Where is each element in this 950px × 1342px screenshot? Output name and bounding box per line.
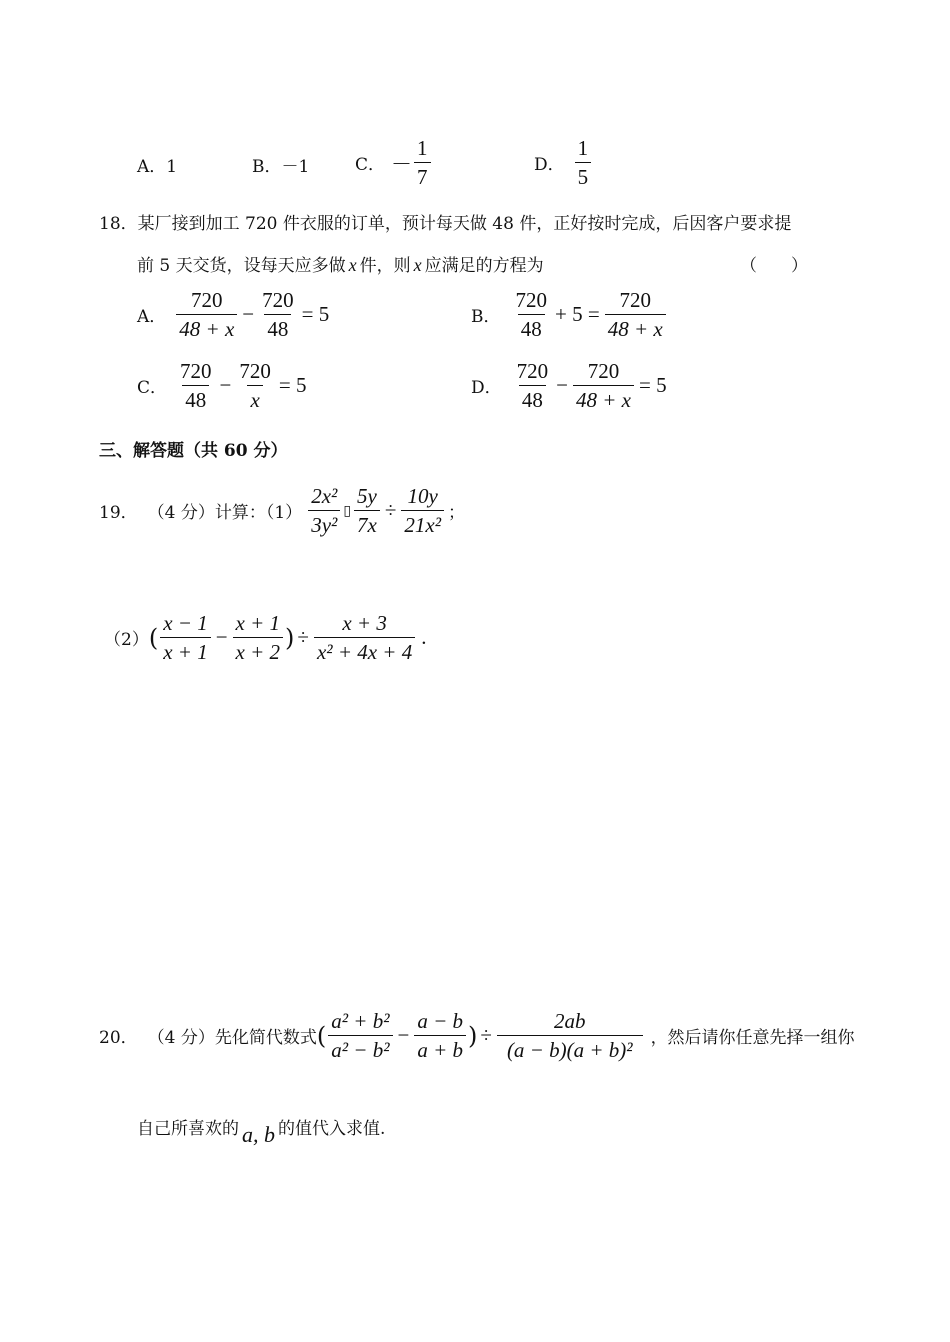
- fraction: [236, 359, 274, 412]
- equation-rhs: = 5: [278, 373, 307, 398]
- right-paren: ): [285, 623, 295, 652]
- q17-option-b: [252, 152, 309, 177]
- numerator: a − b: [417, 1009, 464, 1033]
- stem-text: 的值代入求值.: [278, 1119, 386, 1139]
- variable-x: x: [348, 255, 357, 275]
- numerator: 1: [417, 136, 428, 160]
- q20-line1: [99, 1009, 855, 1062]
- denominator: 48 + x: [573, 385, 634, 412]
- option-label: C．: [355, 155, 386, 176]
- q18-stem-line2: [137, 251, 544, 276]
- stem-text: 自己所喜欢的: [137, 1119, 239, 1139]
- denominator: 21x²: [401, 510, 444, 537]
- denominator: x + 1: [160, 637, 211, 664]
- q17-option-d: [534, 136, 593, 189]
- numerator: x + 1: [235, 611, 281, 635]
- fraction: [605, 288, 666, 341]
- question-prefix: （4 分）先化简代数式: [147, 1028, 317, 1049]
- numerator: 720: [516, 359, 549, 383]
- q18-option-d: [471, 359, 670, 412]
- q18-option-c: [137, 359, 309, 412]
- fraction: [354, 484, 380, 537]
- denominator: x² + 4x + 4: [314, 637, 415, 664]
- fraction: [160, 611, 211, 664]
- stem-text: 应满足的方程为: [424, 256, 544, 276]
- variable-x: x: [413, 255, 422, 275]
- numerator: 720: [239, 359, 271, 383]
- variables-ab: a, b: [242, 1122, 275, 1147]
- question-number: 20．: [99, 1028, 138, 1049]
- denominator: 48: [182, 385, 209, 412]
- option-label: B．: [471, 307, 501, 328]
- section-heading: 三、解答题（共 60 分）: [99, 441, 288, 461]
- denominator: 48: [518, 314, 545, 341]
- q17-option-c: [355, 136, 433, 189]
- part-label: （2）: [104, 630, 149, 651]
- denominator: x: [247, 385, 262, 412]
- stem-text: 前 5 天交货，设每天应多做: [137, 256, 346, 276]
- fraction: [514, 359, 552, 412]
- fraction: [401, 484, 444, 537]
- stem-text: 某厂接到加工 720 件衣服的订单，预计每天做 48 件，正好按时完成，后因客户要求提: [137, 214, 792, 234]
- fraction: [328, 1009, 392, 1062]
- denominator: 5: [575, 162, 592, 189]
- denominator: 48 + x: [605, 314, 666, 341]
- numerator: 720: [191, 288, 223, 312]
- operator: −: [556, 373, 568, 398]
- fraction: [308, 484, 340, 537]
- fraction: [513, 288, 551, 341]
- left-paren: (: [316, 1021, 327, 1050]
- question-number: 19．: [99, 503, 138, 524]
- fraction: [259, 288, 297, 341]
- fraction: [176, 288, 237, 341]
- fraction: [233, 611, 284, 664]
- q19-part2: [104, 611, 426, 664]
- denominator: 48: [264, 314, 291, 341]
- question-prefix: （4 分）计算：（1）: [147, 503, 303, 524]
- numerator: 10y: [407, 484, 438, 508]
- numerator: 720: [587, 359, 620, 383]
- numerator: 720: [180, 359, 212, 383]
- fraction: [573, 359, 634, 412]
- option-label: B．: [252, 157, 282, 177]
- punctuation: .: [421, 625, 427, 650]
- option-label: A．: [137, 157, 167, 177]
- denominator: 48: [519, 385, 546, 412]
- fraction: [497, 1009, 643, 1062]
- missing-glyph: ▯: [343, 502, 352, 519]
- option-label: D．: [534, 155, 565, 176]
- fraction: [314, 611, 415, 664]
- divide-sign: ÷: [297, 625, 309, 650]
- numerator: 720: [619, 288, 651, 312]
- q17-option-a: [137, 152, 177, 177]
- numerator: 2ab: [554, 1009, 586, 1033]
- fraction: [414, 1009, 466, 1062]
- option-label: C．: [137, 378, 168, 399]
- numerator: 2x²: [311, 484, 338, 508]
- fraction: [177, 359, 215, 412]
- option-label: A．: [137, 307, 167, 328]
- minus-sign: －: [391, 151, 413, 176]
- question-number: 18．: [99, 214, 138, 234]
- stem-text: 件，则: [359, 256, 411, 276]
- q18-stem-line1: [99, 209, 791, 234]
- q19-part1: [99, 484, 465, 537]
- left-paren: (: [148, 623, 159, 652]
- denominator: 48 + x: [176, 314, 237, 341]
- denominator: 7: [414, 162, 431, 189]
- divide-sign: ÷: [480, 1023, 492, 1048]
- denominator: 3y²: [308, 510, 340, 537]
- numerator: a² + b²: [331, 1009, 390, 1033]
- denominator: x + 2: [233, 637, 284, 664]
- punctuation: ；: [448, 503, 466, 524]
- numerator: 1: [577, 136, 589, 160]
- numerator: 5y: [357, 484, 377, 508]
- option-label: D．: [471, 378, 502, 399]
- operator: + 5 =: [555, 302, 600, 327]
- denominator: a + b: [414, 1035, 466, 1062]
- question-suffix: ，然后请你任意先择一组你: [650, 1028, 855, 1049]
- numerator: x − 1: [163, 611, 208, 635]
- fraction: [575, 136, 592, 189]
- numerator: 720: [515, 288, 547, 312]
- operator: −: [397, 1023, 410, 1048]
- equation-rhs: = 5: [301, 302, 330, 327]
- option-value: －1: [281, 157, 310, 177]
- answer-blank: （ ）: [740, 256, 808, 276]
- equation-rhs: = 5: [638, 373, 667, 398]
- numerator: x + 3: [342, 611, 387, 635]
- q18-option-b: [471, 288, 668, 341]
- option-value: 1: [166, 157, 178, 177]
- operator: −: [242, 302, 255, 327]
- operator: −: [219, 373, 232, 398]
- denominator: 7x: [354, 510, 380, 537]
- numerator: 720: [262, 288, 294, 312]
- divide-sign: ÷: [384, 498, 397, 523]
- q18-option-a: [137, 288, 332, 341]
- denominator: a² − b²: [328, 1035, 392, 1062]
- denominator: (a − b)(a + b)²: [497, 1035, 643, 1062]
- q20-line2: [137, 1114, 385, 1148]
- fraction: [414, 136, 431, 189]
- operator: −: [215, 625, 228, 650]
- right-paren: ): [468, 1021, 478, 1050]
